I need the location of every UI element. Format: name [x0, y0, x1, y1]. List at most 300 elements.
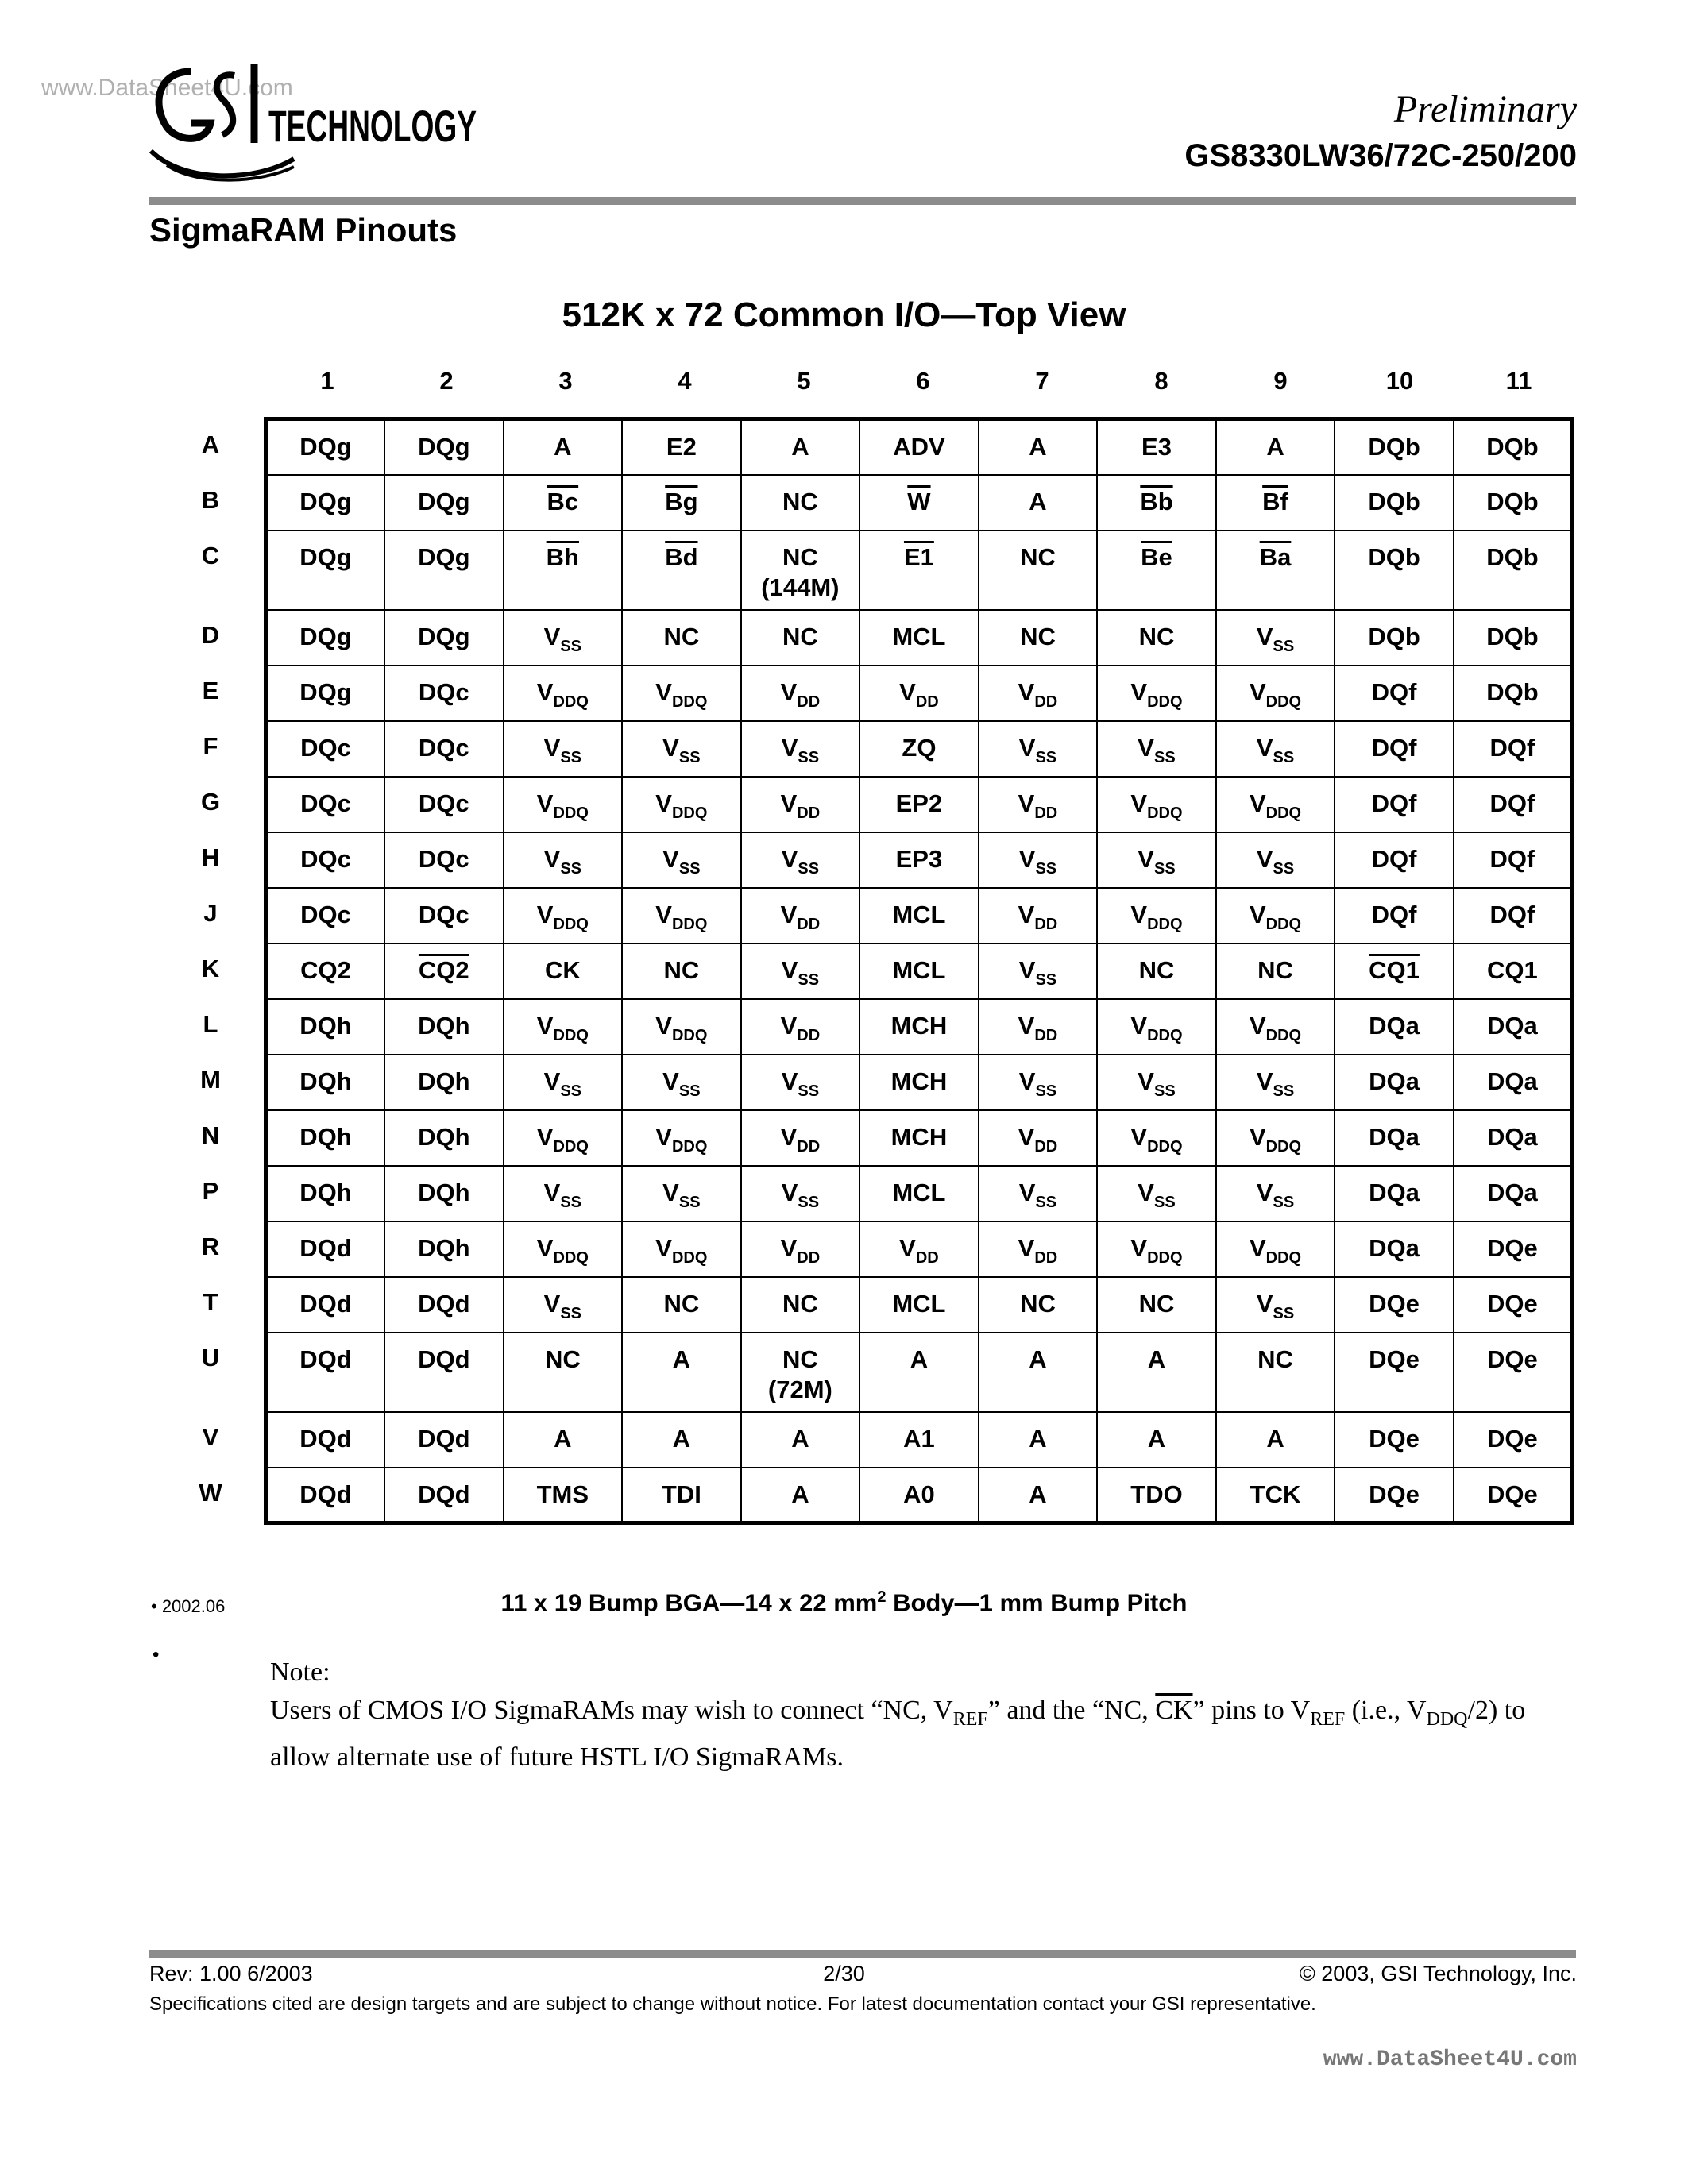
pin-cell — [622, 999, 741, 1055]
signal-name: DQa — [1487, 1067, 1538, 1095]
pin-cell — [859, 1221, 979, 1277]
pin-cell — [504, 943, 623, 999]
power-signal: $V_{DD}$ — [899, 1233, 939, 1267]
power-signal: $V_{DD}$ — [780, 789, 821, 822]
signal-name: DQa — [1487, 1178, 1538, 1206]
signal-name: A — [1029, 433, 1047, 461]
pin-cell — [504, 832, 623, 888]
signal-name: DQe — [1487, 1289, 1538, 1318]
signal-name: A — [1029, 1480, 1047, 1508]
pin-cell — [1335, 777, 1454, 832]
power-signal: $V_{DDQ}$ — [1130, 900, 1183, 933]
signal-name: A — [1266, 1424, 1284, 1453]
pin-cell — [1335, 1055, 1454, 1110]
signal-name: DQf — [1371, 677, 1417, 706]
power-signal: $V_{DDQ}$ — [536, 789, 589, 822]
power-signal: $V_{DDQ}$ — [655, 1233, 708, 1267]
pin-cell — [266, 999, 385, 1055]
pin-cell — [1454, 666, 1573, 721]
pin-cell — [859, 475, 979, 531]
pin-cell — [504, 1468, 623, 1523]
power-signal: $V_{SS}$ — [781, 1067, 820, 1100]
power-signal: $V_{SS}$ — [1256, 1178, 1295, 1211]
pin-row — [266, 1333, 1573, 1412]
power-signal: $V_{DD}$ — [1018, 1233, 1058, 1267]
pin-cell — [859, 888, 979, 943]
pin-cell — [1097, 1055, 1216, 1110]
signal-name: A — [1029, 1424, 1047, 1453]
signal-name: DQh — [418, 1233, 470, 1262]
pin-cell — [1097, 610, 1216, 666]
pin-row — [266, 419, 1573, 475]
active-low-signal: $\overline{Bh}$ — [546, 542, 579, 571]
signal-name: MCH — [890, 1067, 948, 1095]
pin-cell — [741, 666, 860, 721]
power-signal: $V_{DDQ}$ — [1130, 677, 1183, 711]
note-title: Note: — [270, 1657, 330, 1687]
power-signal: $V_{DDQ}$ — [1130, 1011, 1183, 1044]
active-low-signal: $\overline{W}$ — [907, 487, 931, 515]
signal-name: DQe — [1487, 1480, 1538, 1508]
pin-cell — [859, 666, 979, 721]
pin-cell — [979, 666, 1098, 721]
pin-cell — [1097, 888, 1216, 943]
power-signal: $V_{SS}$ — [1138, 733, 1176, 766]
pin-cell — [504, 721, 623, 777]
signal-name: NC — [782, 622, 818, 650]
pin-cell — [1097, 832, 1216, 888]
signal-name: DQh — [418, 1122, 470, 1151]
power-signal: $V_{DDQ}$ — [655, 677, 708, 711]
pin-cell — [741, 1277, 860, 1333]
signal-name: A — [1266, 433, 1284, 461]
power-signal: $V_{SS}$ — [543, 1289, 582, 1322]
pin-cell — [859, 419, 979, 475]
pin-cell — [859, 777, 979, 832]
pin-cell — [504, 1412, 623, 1468]
pin-cell — [622, 1412, 741, 1468]
row-header: N — [201, 1121, 220, 1149]
column-header: 5 — [797, 367, 811, 395]
pin-row — [266, 777, 1573, 832]
pin-cell — [266, 1110, 385, 1166]
pin-cell — [1454, 1166, 1573, 1221]
note-body: Users of CMOS I/O SigmaRAMs may wish to connect “NC, $V_{REF}$” and the “NC, $\overline{CK}$” pins to $V_{REF}$ (i.e., $V_{DDQ}/2$) to allow alternate use of future HSTL I/O SigmaRAMs. — [270, 1696, 1526, 1772]
pin-cell — [741, 721, 860, 777]
pin-cell — [1216, 666, 1335, 721]
pin-cell — [859, 832, 979, 888]
pin-cell — [1216, 943, 1335, 999]
caption-sup: 2 — [877, 1588, 886, 1606]
signal-name: NC — [544, 1345, 581, 1373]
pin-cell — [384, 777, 504, 832]
pin-cell — [622, 1468, 741, 1523]
power-signal: $V_{DD}$ — [780, 1011, 821, 1044]
signal-name: DQc — [300, 789, 351, 817]
power-signal: $V_{SS}$ — [1018, 1067, 1057, 1100]
pin-cell — [622, 888, 741, 943]
pin-cell — [622, 1055, 741, 1110]
power-signal: $V_{SS}$ — [662, 733, 701, 766]
power-signal: $V_{SS}$ — [1018, 844, 1057, 878]
row-header: F — [203, 731, 218, 760]
pin-cell — [384, 1166, 504, 1221]
pin-cell — [1097, 1412, 1216, 1468]
signal-name: E3 — [1141, 433, 1172, 461]
pin-cell — [1335, 475, 1454, 531]
pin-cell — [1335, 1277, 1454, 1333]
power-signal: $V_{DDQ}$ — [1249, 677, 1302, 711]
signal-name: DQg — [299, 487, 352, 515]
signal-name: DQb — [1486, 622, 1539, 650]
pin-cell — [1216, 1277, 1335, 1333]
pin-cell — [1216, 777, 1335, 832]
column-header: 4 — [678, 367, 692, 395]
row-header: E — [202, 676, 219, 704]
signal-name: DQa — [1487, 1011, 1538, 1040]
pin-cell — [384, 1055, 504, 1110]
pin-cell — [266, 1055, 385, 1110]
pin-cell — [504, 999, 623, 1055]
signal-name: NC — [782, 487, 818, 515]
power-signal: $V_{SS}$ — [781, 955, 820, 989]
preliminary-label: Preliminary — [1393, 88, 1577, 130]
signal-name: DQb — [1486, 677, 1539, 706]
pin-cell — [266, 888, 385, 943]
note — [270, 1653, 1589, 1777]
active-low-signal: CQ1 — [1369, 955, 1420, 984]
power-signal: $V_{SS}$ — [781, 733, 820, 766]
signal-name: NC — [1138, 955, 1175, 984]
pin-cell — [1454, 610, 1573, 666]
pin-row — [266, 1412, 1573, 1468]
signal-name: A — [791, 1424, 809, 1453]
active-low-signal: CQ2 — [418, 955, 469, 984]
pin-cell — [1335, 1221, 1454, 1277]
pin-cell — [1335, 999, 1454, 1055]
row-header: T — [203, 1287, 218, 1316]
power-signal: $V_{DDQ}$ — [1249, 1011, 1302, 1044]
pin-cell — [622, 531, 741, 610]
watermark-top: www.DataSheet4U.com — [41, 75, 293, 101]
pin-cell — [859, 1166, 979, 1221]
row-header: A — [201, 430, 220, 458]
signal-name: NC — [782, 542, 818, 571]
pin-cell — [384, 999, 504, 1055]
signal-name: DQh — [418, 1011, 470, 1040]
pin-cell — [384, 943, 504, 999]
power-signal: $V_{DDQ}$ — [1130, 1122, 1183, 1156]
package-caption — [0, 1588, 1688, 1617]
pin-row — [266, 999, 1573, 1055]
signal-name: A — [791, 433, 809, 461]
signal-name: DQh — [418, 1067, 470, 1095]
pin-cell — [859, 1468, 979, 1523]
power-signal: $V_{DDQ}$ — [1249, 789, 1302, 822]
power-signal: $V_{SS}$ — [1138, 1178, 1176, 1211]
pin-cell — [504, 1277, 623, 1333]
pin-cell — [266, 475, 385, 531]
signal-name: TMS — [536, 1480, 589, 1508]
table-title: 512K x 72 Common I/O—Top View — [562, 295, 1126, 334]
pin-cell — [384, 1333, 504, 1412]
pin-cell — [266, 1333, 385, 1412]
pin-cell — [1454, 1110, 1573, 1166]
power-signal: $V_{DDQ}$ — [536, 677, 589, 711]
power-signal: $V_{SS}$ — [1018, 1178, 1057, 1211]
power-signal: $V_{DD}$ — [899, 677, 939, 711]
power-signal: $V_{DD}$ — [780, 900, 821, 933]
pin-cell — [622, 1166, 741, 1221]
pin-cell — [266, 1468, 385, 1523]
pin-cell — [859, 1277, 979, 1333]
power-signal: $V_{SS}$ — [543, 844, 582, 878]
pin-cell — [622, 1110, 741, 1166]
pin-cell — [1097, 475, 1216, 531]
pin-cell — [384, 1110, 504, 1166]
signal-name: MCL — [892, 1289, 946, 1318]
pin-cell — [384, 1412, 504, 1468]
signal-name: ADV — [893, 433, 945, 461]
pin-row — [266, 1110, 1573, 1166]
power-signal: $V_{DD}$ — [1018, 789, 1058, 822]
pin-cell — [384, 419, 504, 475]
power-signal: $V_{SS}$ — [781, 1178, 820, 1211]
signal-name: NC — [782, 1345, 818, 1373]
power-signal: $V_{SS}$ — [543, 1067, 582, 1100]
signal-name: DQe — [1487, 1233, 1538, 1262]
pin-cell — [1335, 832, 1454, 888]
signal-name: DQf — [1489, 900, 1535, 928]
pin-cell — [504, 777, 623, 832]
pin-cell — [979, 419, 1098, 475]
power-signal: $V_{DD}$ — [780, 1122, 821, 1156]
signal-name: DQg — [299, 542, 352, 571]
row-header: D — [201, 620, 220, 649]
power-signal: $V_{DDQ}$ — [536, 1122, 589, 1156]
pin-cell — [1097, 721, 1216, 777]
pin-cell — [741, 1221, 860, 1277]
pin-cell — [266, 721, 385, 777]
power-signal: $V_{SS}$ — [1256, 1289, 1295, 1322]
pin-cell — [1216, 1110, 1335, 1166]
power-signal: $V_{SS}$ — [662, 844, 701, 878]
pin-cell — [1097, 999, 1216, 1055]
signal-name: DQc — [300, 844, 351, 873]
signal-name: ZQ — [902, 733, 937, 762]
active-low-signal: $\overline{Ba}$ — [1259, 542, 1292, 571]
footer-revision: Rev: 1.00 6/2003 — [149, 1962, 313, 1985]
footer-copyright: © 2003, GSI Technology, Inc. — [1299, 1962, 1577, 1985]
pin-cell — [384, 832, 504, 888]
pin-cell — [741, 1055, 860, 1110]
signal-name: DQb — [1486, 487, 1539, 515]
signal-name: MCL — [892, 955, 946, 984]
column-header: 3 — [558, 367, 573, 395]
pin-cell — [622, 721, 741, 777]
pin-cell — [1335, 531, 1454, 610]
power-signal: $V_{SS}$ — [543, 622, 582, 655]
signal-name: A — [791, 1480, 809, 1508]
active-low-signal: $\overline{Bc}$ — [547, 487, 579, 515]
date-bullet: • 2002.06 — [151, 1596, 226, 1616]
pin-cell — [741, 1110, 860, 1166]
pin-cell — [622, 943, 741, 999]
pin-cell — [741, 943, 860, 999]
pin-cell — [741, 531, 860, 610]
pin-cell — [622, 419, 741, 475]
watermark-bottom: www.DataSheet4U.com — [1323, 2047, 1577, 2072]
caption-post: Body—1 mm Bump Pitch — [886, 1588, 1188, 1617]
signal-name: DQc — [418, 844, 469, 873]
signal-name: A — [672, 1424, 691, 1453]
pin-cell — [622, 1221, 741, 1277]
signal-name: NC — [1257, 955, 1293, 984]
power-signal: $V_{SS}$ — [662, 1067, 701, 1100]
signal-name: DQe — [1369, 1480, 1420, 1508]
pin-cell — [859, 1333, 979, 1412]
signal-name: A — [910, 1345, 929, 1373]
power-signal: $V_{DDQ}$ — [655, 900, 708, 933]
column-header: 7 — [1035, 367, 1049, 395]
pin-cell — [1454, 1333, 1573, 1412]
pin-cell — [1216, 610, 1335, 666]
signal-name: DQf — [1371, 733, 1417, 762]
part-number: GS8330LW36/72C-250/200 — [1184, 138, 1577, 173]
note-bullet: • — [153, 1644, 160, 1665]
pin-row — [266, 721, 1573, 777]
column-header: 8 — [1154, 367, 1168, 395]
ck-overbar: $\overline{CK}$ — [1155, 1696, 1193, 1725]
pin-cell — [1454, 1412, 1573, 1468]
pin-cell — [384, 666, 504, 721]
pin-cell — [1335, 1412, 1454, 1468]
signal-name: A — [554, 1424, 572, 1453]
row-header: P — [202, 1176, 219, 1205]
pin-cell — [1097, 666, 1216, 721]
active-low-signal: $\overline{Bf}$ — [1262, 487, 1288, 515]
pin-cell — [741, 999, 860, 1055]
signal-name: MCL — [892, 900, 946, 928]
signal-name: TDO — [1130, 1480, 1183, 1508]
pin-cell — [979, 531, 1098, 610]
pin-cell — [384, 531, 504, 610]
pin-row — [266, 1468, 1573, 1523]
signal-name: DQf — [1489, 844, 1535, 873]
signal-name: DQa — [1369, 1122, 1420, 1151]
signal-name: A — [1029, 487, 1047, 515]
signal-name: DQc — [418, 677, 469, 706]
signal-name: DQc — [300, 733, 351, 762]
pin-cell — [1216, 531, 1335, 610]
signal-name: DQb — [1368, 622, 1420, 650]
pin-cell — [1335, 666, 1454, 721]
pin-cell — [1454, 721, 1573, 777]
pin-row — [266, 666, 1573, 721]
pin-cell — [622, 1333, 741, 1412]
signal-name: E2 — [666, 433, 697, 461]
pin-cell — [979, 1110, 1098, 1166]
pin-cell — [266, 610, 385, 666]
power-signal: $V_{DDQ}$ — [1249, 1233, 1302, 1267]
pin-cell — [1216, 1055, 1335, 1110]
signal-name: DQc — [300, 900, 351, 928]
pin-cell — [266, 1412, 385, 1468]
pin-cell — [859, 1110, 979, 1166]
pin-cell — [1335, 610, 1454, 666]
pin-cell — [1454, 943, 1573, 999]
pin-cell — [741, 1166, 860, 1221]
row-header: C — [201, 541, 220, 569]
pin-cell — [1097, 1277, 1216, 1333]
pin-cell — [979, 1166, 1098, 1221]
row-header: B — [201, 485, 220, 514]
pin-cell — [1335, 1468, 1454, 1523]
signal-name: EP3 — [895, 844, 943, 873]
signal-name: CQ2 — [300, 955, 351, 984]
pin-cell — [741, 610, 860, 666]
row-header: M — [200, 1065, 221, 1094]
signal-name: DQd — [418, 1424, 470, 1453]
signal-name: DQd — [418, 1480, 470, 1508]
signal-name: A — [554, 433, 572, 461]
signal-name: DQd — [299, 1233, 352, 1262]
pin-cell — [622, 475, 741, 531]
signal-name: NC — [663, 622, 700, 650]
pin-row — [266, 888, 1573, 943]
pin-cell — [1335, 1110, 1454, 1166]
signal-name: NC — [1020, 1289, 1056, 1318]
signal-name: DQg — [299, 622, 352, 650]
header-rule — [149, 197, 1576, 205]
pin-cell — [1097, 1333, 1216, 1412]
pin-cell — [504, 1221, 623, 1277]
power-signal: $V_{DD}$ — [1018, 677, 1058, 711]
power-signal: $V_{SS}$ — [543, 733, 582, 766]
signal-name: DQe — [1369, 1289, 1420, 1318]
signal-name: (144M) — [761, 573, 840, 601]
active-low-signal: E1 — [903, 542, 934, 571]
power-signal: $V_{SS}$ — [1138, 1067, 1176, 1100]
pin-cell — [266, 1166, 385, 1221]
power-signal: $V_{SS}$ — [543, 1178, 582, 1211]
pin-cell — [266, 419, 385, 475]
pin-cell — [384, 1468, 504, 1523]
pin-cell — [384, 721, 504, 777]
pin-cell — [1216, 1333, 1335, 1412]
signal-name: DQh — [418, 1178, 470, 1206]
pin-cell — [266, 832, 385, 888]
pin-cell — [979, 1055, 1098, 1110]
signal-name: DQa — [1487, 1122, 1538, 1151]
pin-cell — [741, 419, 860, 475]
pin-cell — [1216, 832, 1335, 888]
row-header: K — [201, 954, 220, 982]
signal-name: DQd — [418, 1345, 470, 1373]
pin-cell — [1454, 1277, 1573, 1333]
pin-cell — [979, 1468, 1098, 1523]
pin-cell — [1454, 531, 1573, 610]
pin-cell — [1216, 475, 1335, 531]
column-header: 6 — [916, 367, 930, 395]
signal-name: DQc — [418, 789, 469, 817]
signal-name: DQh — [299, 1011, 352, 1040]
pin-cell — [1335, 1333, 1454, 1412]
pin-cell — [741, 1412, 860, 1468]
power-signal: $V_{DDQ}$ — [1130, 789, 1183, 822]
signal-name: DQg — [418, 433, 470, 461]
pin-cell — [1097, 1110, 1216, 1166]
